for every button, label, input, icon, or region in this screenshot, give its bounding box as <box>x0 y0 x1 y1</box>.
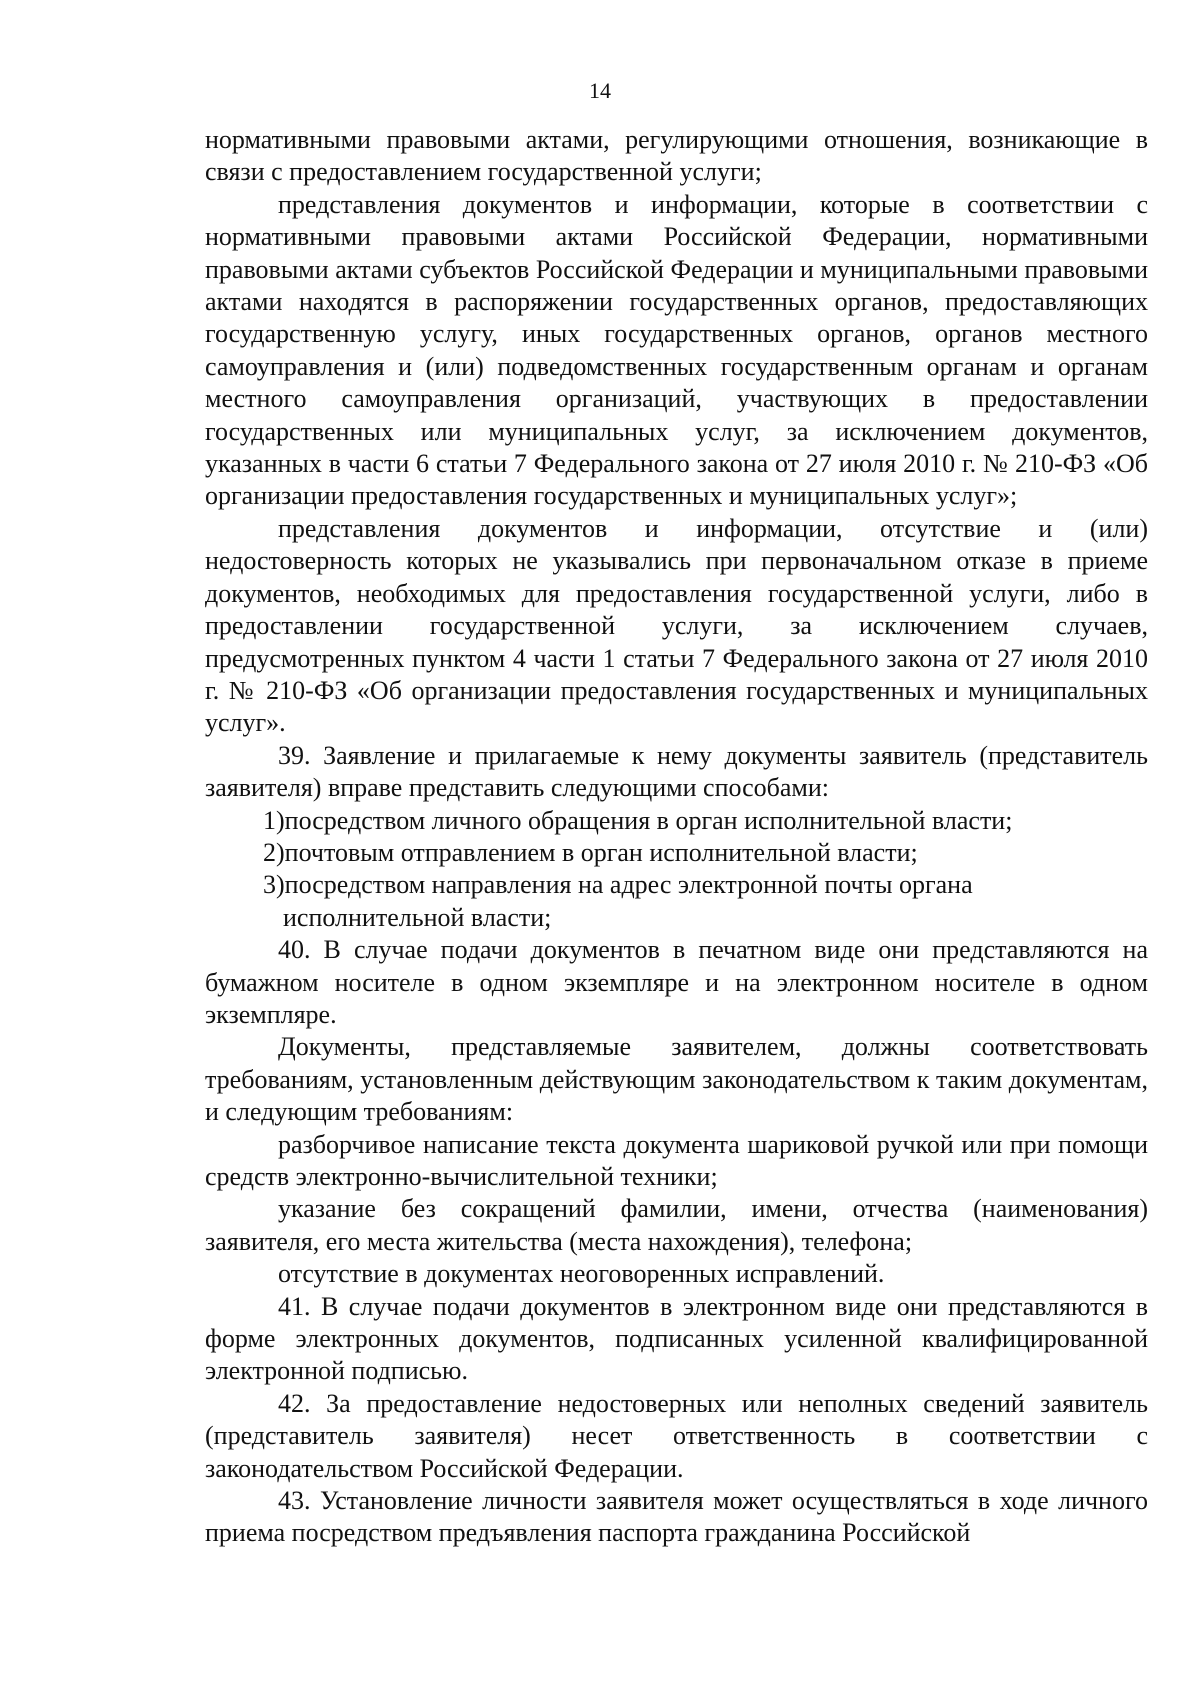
paragraph: отсутствие в документах неоговоренных исправлений. <box>278 1259 885 1289</box>
paragraph-item-43: 43. Установление личности заявителя может осуществляться в ходе личного приема посредством предъявления паспорта гражданина Российской <box>205 1486 1148 1548</box>
list-item-number: 1) <box>263 805 285 835</box>
list-item-number: 3) <box>263 870 285 900</box>
list-item <box>205 805 1148 837</box>
list-item-text: посредством направления на адрес электронной почты органа исполнительной власти; <box>283 870 973 932</box>
list-item-number: 2) <box>263 837 285 867</box>
paragraph-item-42: 42. За предоставление недостоверных или неполных сведений заявитель (представитель заявителя) несет ответственность в соответствии с законодательством Российской Федерации. <box>205 1388 1148 1483</box>
submission-methods-list <box>205 805 1148 935</box>
list-item <box>205 837 1148 869</box>
paragraph-item-40: 40. В случае подачи документов в печатном виде они представляются на бумажном носителе в одном экземпляре и на электронном носителе в одном экземпляре. <box>205 935 1148 1029</box>
paragraph: представления документов и информации, которые в соответствии с нормативными правовыми актами Российской Федерации, нормативными правовыми актами субъектов Российской Федерации и муниципальными правовыми актами находятся в распоряжении государственных органов, предоставляющих государственную услугу, иных государственных органов, органов местного самоуправления и (или) подведомственных государственным органам и органам местного самоуправления организаций, участвующих в предоставлении государственных или муниципальных услуг, за исключением документов, указанных в части 6 статьи 7 Федерального закона от 27 июля 2010 г. № 210-ФЗ «Об организации предоставления государственных и муниципальных услуг»; <box>205 189 1148 511</box>
paragraph-continuation: нормативными правовыми актами, регулирующими отношения, возникающие в связи с предоставлением государственной услуги; <box>205 125 1148 187</box>
page-number: 14 <box>589 78 611 103</box>
paragraph: Документы, представляемые заявителем, должны соответствовать требованиям, установленным действующим законодательством к таким документам, и следующим требованиям: <box>205 1032 1148 1127</box>
paragraph-item-39: 39. Заявление и прилагаемые к нему документы заявитель (представитель заявителя) вправе представить следующими способами: <box>205 740 1148 803</box>
paragraph: указание без сокращений фамилии, имени, отчества (наименования) заявителя, его места жительства (места нахождения), телефона; <box>205 1194 1148 1256</box>
list-item-text: посредством личного обращения в орган исполнительной власти; <box>284 805 1013 835</box>
paragraph-item-41: 41. В случае подачи документов в электронном виде они представляются в форме электронных документов, подписанных усиленной квалифицированной электронной подписью. <box>205 1291 1148 1386</box>
document-body <box>205 124 1148 1550</box>
paragraph: представления документов и информации, отсутствие и (или) недостоверность которых не указывались при первоначальном отказе в приеме документов, необходимых для предоставления государственной услуги, либо в предоставлении государственной услуги, за исключением случаев, предусмотренных пунктом 4 части 1 статьи 7 Федерального закона от 27 июля 2010 г. № 210-ФЗ «Об организации предоставления государственных и муниципальных услуг». <box>205 513 1148 738</box>
paragraph: разборчивое написание текста документа шариковой ручкой или при помощи средств электронно-вычислительной техники; <box>205 1129 1148 1191</box>
list-item-text: почтовым отправлением в орган исполнительной власти; <box>284 837 918 867</box>
list-item <box>205 869 1148 934</box>
